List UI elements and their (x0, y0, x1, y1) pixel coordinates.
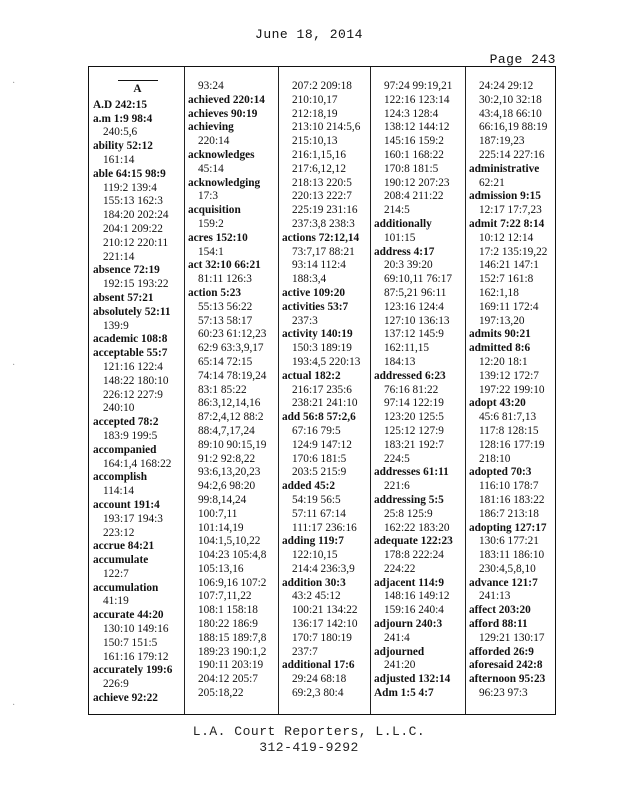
index-page-refs: 161:14 (103, 153, 135, 166)
index-page-refs: 220:13 222:7 (292, 190, 352, 203)
index-page-refs: 210:10,17 (292, 93, 338, 106)
index-term: afternoon 95:23 (469, 673, 546, 686)
index-term: act 32:10 66:21 (188, 259, 261, 272)
index-page-refs: 190:11 203:19 (198, 659, 264, 672)
index-page-refs: 214:4 236:3,9 (292, 562, 355, 575)
index-page-refs: 88:4,7,17,24 (198, 424, 255, 437)
index-page-refs: 193:17 194:3 (103, 512, 163, 525)
index-page-refs: 148:16 149:12 (384, 590, 450, 603)
index-page-refs: 155:13 162:3 (103, 195, 163, 208)
index-page-refs: 216:1,15,16 (292, 148, 346, 161)
index-term: able 64:15 98:9 (93, 167, 166, 180)
index-page-refs: 187:19,23 (479, 135, 525, 148)
index-page-refs: 101:14,19 (198, 521, 244, 534)
index-page-refs: 224:22 (384, 562, 416, 575)
index-term: address 4:17 (374, 245, 435, 258)
index-page-refs: 208:4 211:22 (384, 190, 444, 203)
index-page-refs: 188:3,4 (292, 273, 327, 286)
index-term: add 56:8 57:2,6 (282, 411, 356, 424)
index-page-refs: 225:19 231:16 (292, 204, 358, 217)
index-term: acknowledges (188, 148, 255, 161)
index-term: accomplish (93, 471, 147, 484)
index-page-refs: 62:21 (479, 176, 505, 189)
index-page-refs: 190:12 207:23 (384, 176, 450, 189)
index-column-5 (469, 80, 558, 701)
index-page-refs: 210:12 220:11 (103, 236, 169, 249)
index-column-3 (282, 80, 371, 701)
index-page-refs: 184:13 (384, 355, 416, 368)
index-term: affect 203:20 (469, 604, 531, 617)
index-page-refs: 183:21 192:7 (384, 438, 444, 451)
index-term: achieve 92:22 (93, 692, 158, 705)
index-page-refs: 203:5 215:9 (292, 466, 347, 479)
index-page-refs: 122:10,15 (292, 549, 338, 562)
index-page-refs: 87:5,21 96:11 (384, 286, 447, 299)
index-page-refs: 65:14 72:15 (198, 355, 253, 368)
index-page-refs: 226:9 (103, 678, 129, 691)
index-page-refs: 197:22 199:10 (479, 383, 545, 396)
index-page-refs: 218:10 (479, 452, 511, 465)
index-column-2 (188, 80, 277, 701)
index-term: adequate 122:23 (374, 535, 453, 548)
index-page-refs: 101:15 (384, 231, 416, 244)
index-term: a.m 1:9 98:4 (93, 112, 153, 125)
index-page-refs: 114:14 (103, 485, 134, 498)
index-page-refs: 57:11 67:14 (292, 507, 346, 520)
index-page-refs: 12:17 17:7,23 (479, 204, 542, 217)
index-page-refs: 237:3,8 238:3 (292, 217, 355, 230)
index-frame (88, 66, 556, 715)
index-term: accurate 44:20 (93, 609, 164, 622)
index-page-refs: 193:4,5 220:13 (292, 355, 361, 368)
index-term: acceptable 55:7 (93, 347, 168, 360)
index-page-refs: 116:10 178:7 (479, 480, 539, 493)
index-term: academic 108:8 (93, 333, 168, 346)
index-term: afforded 26:9 (469, 645, 534, 658)
index-page-refs: 97:14 122:19 (384, 397, 444, 410)
index-page-refs: 146:21 147:1 (479, 259, 539, 272)
index-page-refs: 197:13,20 (479, 314, 525, 327)
index-page-refs: 122:7 (103, 567, 129, 580)
index-page-refs: 89:10 90:15,19 (198, 438, 267, 451)
index-page-refs: 216:17 235:6 (292, 383, 352, 396)
index-term: accepted 78:2 (93, 416, 159, 429)
index-page-refs: 106:9,16 107:2 (198, 576, 267, 589)
index-term: admits 90:21 (469, 328, 531, 341)
index-page-refs: 220:14 (198, 135, 230, 148)
index-page-refs: 69:2,3 80:4 (292, 687, 344, 700)
index-page-refs: 17:2 135:19,22 (479, 245, 548, 258)
index-page-refs: 159:16 240:4 (384, 604, 444, 617)
index-page-refs: 100:7,11 (198, 507, 238, 520)
index-page-refs: 205:18,22 (198, 687, 244, 700)
index-term: adopting 127:17 (469, 521, 547, 534)
index-page-refs: 221:14 (103, 250, 135, 263)
index-term: active 109:20 (282, 286, 346, 299)
index-page-refs: 43:4,18 66:10 (479, 107, 542, 120)
section-letter-rule (118, 80, 158, 81)
scan-mark: · (12, 360, 16, 371)
index-page-refs: 45:14 (198, 162, 224, 175)
index-page-refs: 100:21 134:22 (292, 604, 358, 617)
index-term: aforesaid 242:8 (469, 659, 543, 672)
index-page-refs: 139:12 172:7 (479, 369, 539, 382)
index-page-refs: 241:13 (479, 590, 511, 603)
index-page-refs: 180:22 186:9 (198, 618, 258, 631)
index-term: achieving (188, 121, 234, 134)
index-page-refs: 223:12 (103, 526, 135, 539)
index-page-refs: 124:3 128:4 (384, 107, 439, 120)
index-page-refs: 138:12 144:12 (384, 121, 450, 134)
index-page-refs: 230:4,5,8,10 (479, 562, 536, 575)
index-term: adjourn 240:3 (374, 618, 443, 631)
scan-mark: · (12, 700, 16, 711)
index-page-refs: 20:3 39:20 (384, 259, 433, 272)
index-page-refs: 96:23 97:3 (479, 687, 528, 700)
index-page-refs: 241:20 (384, 659, 416, 672)
index-term: addressing 5:5 (374, 493, 444, 506)
index-page-refs: 93:6,13,20,23 (198, 466, 261, 479)
index-page-refs: 204:1 209:22 (103, 222, 163, 235)
index-page-refs: 170:6 181:5 (292, 452, 347, 465)
index-term: addition 30:3 (282, 576, 346, 589)
index-term: addressed 6:23 (374, 369, 446, 382)
index-term: actual 182:2 (282, 369, 341, 382)
index-term: actions 72:12,14 (282, 231, 360, 244)
index-page-refs: 128:16 177:19 (479, 438, 545, 451)
index-page-refs: 119:2 139:4 (103, 181, 157, 194)
index-page-refs: 148:22 180:10 (103, 374, 169, 387)
index-term: action 5:23 (188, 286, 242, 299)
index-page-refs: 45:6 81:7,13 (479, 411, 537, 424)
index-term: activity 140:19 (282, 328, 353, 341)
index-page-refs: 129:21 130:17 (479, 631, 545, 644)
index-page-refs: 178:8 222:24 (384, 549, 444, 562)
section-letter: A (133, 83, 142, 95)
index-page-refs: 207:2 209:18 (292, 80, 352, 92)
index-term: added 45:2 (282, 480, 336, 493)
index-page-refs: 66:16,19 88:19 (479, 121, 548, 134)
index-term: advance 121:7 (469, 576, 538, 589)
index-page-refs: 238:21 241:10 (292, 397, 358, 410)
document-date: June 18, 2014 (255, 27, 363, 42)
index-page-refs: 189:23 190:1,2 (198, 645, 267, 658)
index-column-4 (374, 80, 463, 701)
index-page-refs: 213:10 214:5,6 (292, 121, 361, 134)
index-page-refs: 225:14 227:16 (479, 148, 545, 161)
index-page-refs: 240:5,6 (103, 126, 138, 139)
index-page-refs: 29:24 68:18 (292, 673, 347, 686)
index-page-refs: 97:24 99:19,21 (384, 80, 453, 92)
index-page-refs: 169:11 172:4 (479, 300, 539, 313)
index-term: adding 119:7 (282, 535, 344, 548)
index-term: accrue 84:21 (93, 540, 155, 553)
index-page-refs: 123:16 124:4 (384, 300, 444, 313)
footer-company: L.A. Court Reporters, L.L.C. (192, 724, 426, 739)
index-term: accurately 199:6 (93, 664, 173, 677)
index-page-refs: 154:1 (198, 245, 224, 258)
index-page-refs: 224:5 (384, 452, 410, 465)
index-page-refs: 81:11 126:3 (198, 273, 252, 286)
index-term: ability 52:12 (93, 140, 153, 153)
index-term: additionally (374, 217, 432, 230)
index-page-refs: 162:22 183:20 (384, 521, 450, 534)
index-term: adjusted 132:14 (374, 673, 451, 686)
index-page-refs: 121:16 122:4 (103, 360, 163, 373)
index-page-refs: 127:10 136:13 (384, 314, 450, 327)
index-page-refs: 160:1 168:22 (384, 148, 444, 161)
index-page-refs: 30:2,10 32:18 (479, 93, 542, 106)
index-page-refs: 237:7 (292, 645, 318, 658)
index-page-refs: 226:12 227:9 (103, 388, 163, 401)
index-page-refs: 104:23 105:4,8 (198, 549, 267, 562)
index-page-refs: 122:16 123:14 (384, 93, 450, 106)
index-page-refs: 162:11,15 (384, 342, 430, 355)
index-page-refs: 181:16 183:22 (479, 493, 545, 506)
index-page-refs: 74:14 78:19,24 (198, 369, 267, 382)
index-page-refs: 25:8 125:9 (384, 507, 433, 520)
column-divider (465, 67, 466, 714)
index-page-refs: 117:8 128:15 (479, 424, 539, 437)
index-term: accompanied (93, 443, 157, 456)
index-page-refs: 105:13,16 (198, 562, 244, 575)
index-page-refs: 107:7,11,22 (198, 590, 252, 603)
index-term: acknowledging (188, 176, 261, 189)
index-term: activities 53:7 (282, 300, 349, 313)
index-page-refs: 164:1,4 168:22 (103, 457, 172, 470)
index-page-refs: 130:10 149:16 (103, 623, 169, 636)
index-page-refs: 57:13 58:17 (198, 314, 253, 327)
index-page-refs: 162:1,18 (479, 286, 519, 299)
index-page-refs: 125:12 127:9 (384, 424, 444, 437)
index-page-refs: 86:3,12,14,16 (198, 397, 261, 410)
index-page-refs: 183:11 186:10 (479, 549, 545, 562)
index-term: accumulate (93, 554, 149, 567)
index-term: administrative (469, 162, 540, 175)
index-term: Adm 1:5 4:7 (374, 687, 434, 700)
index-page-refs: 183:9 199:5 (103, 429, 158, 442)
index-term: afford 88:11 (469, 618, 528, 631)
index-term: adjacent 114:9 (374, 576, 444, 589)
index-term: achieved 220:14 (188, 93, 265, 106)
index-page-refs: 161:16 179:12 (103, 650, 169, 663)
index-term: acquisition (188, 204, 241, 217)
index-page-refs: 12:20 18:1 (479, 355, 528, 368)
index-term: adopt 43:20 (469, 397, 526, 410)
index-page-refs: 104:1,5,10,22 (198, 535, 261, 548)
index-page-refs: 55:13 56:22 (198, 300, 253, 313)
index-page-refs: 94:2,6 98:20 (198, 480, 256, 493)
index-page-refs: 170:8 181:5 (384, 162, 439, 175)
footer-phone: 312-419-9292 (259, 740, 359, 755)
index-page-refs: 93:14 112:4 (292, 259, 346, 272)
index-page-refs: 83:1 85:22 (198, 383, 247, 396)
index-page-refs: 241:4 (384, 631, 410, 644)
index-page-refs: 204:12 205:7 (198, 673, 258, 686)
index-page-refs: 69:10,11 76:17 (384, 273, 452, 286)
index-page-refs: 136:17 142:10 (292, 618, 358, 631)
index-page-refs: 123:20 125:5 (384, 411, 444, 424)
index-term: acres 152:10 (188, 231, 248, 244)
index-column-1 (93, 80, 182, 706)
index-page-refs: 215:10,13 (292, 135, 338, 148)
index-page-refs: 54:19 56:5 (292, 493, 341, 506)
index-page-refs: 67:16 79:5 (292, 424, 341, 437)
index-term: accumulation (93, 581, 159, 594)
index-page-refs: 217:6,12,12 (292, 162, 346, 175)
index-page-refs: 137:12 145:9 (384, 328, 444, 341)
index-page-refs: 111:17 236:16 (292, 521, 357, 534)
index-term: additional 17:6 (282, 659, 355, 672)
index-page-refs: 62:9 63:3,9,17 (198, 342, 264, 355)
column-divider (184, 67, 185, 714)
index-term: absolutely 52:11 (93, 305, 171, 318)
column-divider (278, 67, 279, 714)
index-page-refs: 139:9 (103, 319, 129, 332)
index-page-refs: 152:7 161:8 (479, 273, 534, 286)
index-page-refs: 188:15 189:7,8 (198, 631, 267, 644)
index-page-refs: 214:5 (384, 204, 410, 217)
index-page-refs: 186:7 213:18 (479, 507, 539, 520)
index-page-refs: 170:7 180:19 (292, 631, 352, 644)
index-page-refs: 73:7,17 88:21 (292, 245, 355, 258)
index-page-refs: 87:2,4,12 88:2 (198, 411, 264, 424)
page-number: Page 243 (489, 52, 556, 67)
index-page-refs: 218:13 220:5 (292, 176, 352, 189)
footer (0, 724, 618, 756)
index-page-refs: 60:23 61:12,23 (198, 328, 267, 341)
index-page-refs: 150:3 189:19 (292, 342, 352, 355)
index-term: addresses 61:11 (374, 466, 449, 479)
index-term: admission 9:15 (469, 190, 541, 203)
index-page-refs: 145:16 159:2 (384, 135, 444, 148)
index-page-refs: 184:20 202:24 (103, 209, 169, 222)
index-page-refs: 93:24 (198, 80, 224, 92)
index-page-refs: 240:10 (103, 402, 135, 415)
index-term: adopted 70:3 (469, 466, 532, 479)
scan-mark: · (12, 78, 16, 89)
index-page-refs: 150:7 151:5 (103, 636, 158, 649)
index-page-refs: 17:3 (198, 190, 219, 203)
index-page-refs: 108:1 158:18 (198, 604, 258, 617)
index-term: admitted 8:6 (469, 342, 531, 355)
index-page-refs: 221:6 (384, 480, 410, 493)
index-page-refs: 43:2 45:12 (292, 590, 341, 603)
index-term: adjourned (374, 645, 425, 658)
index-page-refs: 91:2 92:8,22 (198, 452, 256, 465)
index-term: achieves 90:19 (188, 107, 258, 120)
index-page-refs: 124:9 147:12 (292, 438, 352, 451)
index-page-refs: 41:19 (103, 595, 129, 608)
index-term: absence 72:19 (93, 264, 160, 277)
index-term: account 191:4 (93, 498, 160, 511)
index-page-refs: 24:24 29:12 (479, 80, 534, 92)
index-page-refs: 159:2 (198, 217, 224, 230)
index-page-refs: 99:8,14,24 (198, 493, 247, 506)
index-page-refs: 10:12 12:14 (479, 231, 534, 244)
index-term: admit 7:22 8:14 (469, 217, 545, 230)
index-page-refs: 130:6 177:21 (479, 535, 539, 548)
index-page-refs: 212:18,19 (292, 107, 338, 120)
index-term: A.D 242:15 (93, 98, 147, 111)
index-page-refs: 192:15 193:22 (103, 278, 169, 291)
index-term: absent 57:21 (93, 291, 154, 304)
index-page-refs: 237:3 (292, 314, 318, 327)
index-page-refs: 76:16 81:22 (384, 383, 439, 396)
